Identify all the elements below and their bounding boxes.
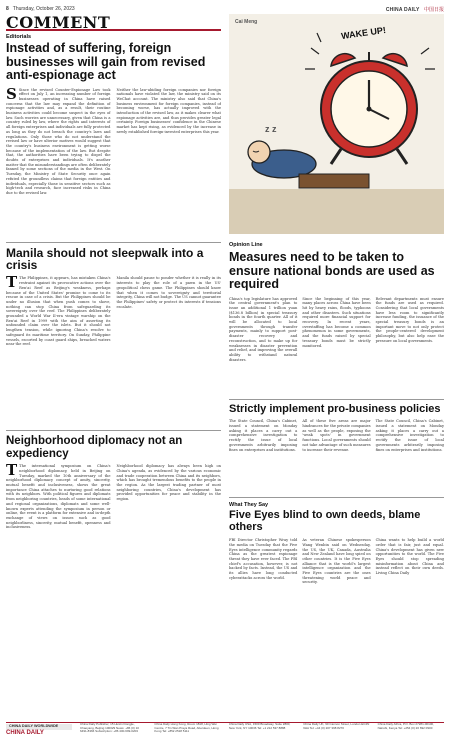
opinion-2-body [229, 419, 444, 493]
brand-name-cn: 中国日报 [423, 6, 444, 13]
section-masthead [6, 14, 221, 31]
divider [6, 430, 221, 431]
editorials-label: Editorials [6, 34, 32, 40]
footer-col-3: China Daily USA, 1500 Broadway, Suite 2800, New York, NY 10036 Tel: +1 212 537 8888 [228, 722, 291, 730]
editorial-3-text-c: Neighborhood diplomacy has always been high on China's agenda, as evidenced by the various economic and trade cooperation between China and its neighbors, which has brought tremendous benefits to the people in the region. As the largest trading partner of most neighboring countries, China's development has provided opportunities for peace and stability in the region. [116, 464, 221, 502]
opinion-line-label: Opinion Line [229, 242, 263, 248]
wts-text-b: As veteran Chinese spokesperson Wang Wenbin said on Wednesday, the US, the UK, Canada, Australia and New Zealand have long spied on other countries. It is the Five Eyes alliance that is the world's largest intelligence organization and the Five Eyes countries are the ones threatening world peace and security. [302, 538, 371, 585]
what-they-say-headline[interactable]: Five Eyes blind to own deeds, blame others [229, 509, 421, 534]
editorial-headline-1[interactable]: Instead of suffering, foreign businesses will gain from revised anti-espionage act [6, 41, 206, 82]
opinion-2-text-b: All of these five areas are major hindrances for the private companies as well as the people, exposing the 'weak spots' in government functions. Local governments should not take advantage of such measures to increase their revenue. [302, 419, 371, 452]
footer-brand: CHINA DAILY [6, 729, 44, 736]
issue-date: Thursday, October 26, 2023 [12, 6, 75, 12]
editorial-2-text-a: The Philippines, it appears, has mistaken China's restraint against its provocative actions over the Ren'ai Reef as Beijing's weakness, perhaps because of the United States' promise to come to its rescue in case of a crisis. But the Philippines should be under no illusion that when push comes to shove, nothing can stop China from safeguarding its sovereignty over the reef. [6, 276, 111, 314]
editorial-cartoon [229, 14, 444, 234]
opinion-2-text-a: The State Council, China's Cabinet, issued a statement on Monday asking it places a carry out a comprehensive investigation to rectify the issue of local governments arbitrarily imposing fines on enterprises and institutions. [229, 419, 298, 452]
cartoon-illustration [229, 14, 444, 234]
divider [229, 497, 444, 498]
divider [229, 399, 444, 400]
opinion-1-body [229, 297, 444, 395]
dropcap: T [6, 276, 18, 292]
footer-col-5: China Daily Africa, P.O. Box 27281-00100, Nairobi, Kenya Tel: +254 (0) 20 692 0900 [377, 722, 434, 730]
footer-col-1: China Daily Publisher, 15 Huixin Dongjie, Chaoyang, Beijing 100029 News: +86 (0) 10 6491-8366 Subscription: +86 400-699-0203 [80, 722, 139, 734]
editorial-2-text-c: Manila should pause to ponder whether it is really in its interests to play the role of a pawn in the US' geopolitical chess game. The Philippines should know that when it comes to sovereignty and territorial integrity, China will not budge. The US cannot guarantee the Philippines' safety or protect its interests if tensions escalate. [116, 276, 221, 309]
cartoon-artist: Cai Meng [235, 19, 258, 25]
dropcap: S [6, 87, 17, 103]
opinion-headline-2[interactable]: Strictly implement pro-business policies [229, 402, 441, 415]
opinion-1-text-a: China's top legislature has approved the central government's plan to issue an additional 1 trillion yuan ($136.8 billion) in special treasury bonds in the fourth quarter. All of it will be allocated to local governments through transfer payments, mainly to support post-disaster recovery and reconstruction, and to make up for weaknesses in disaster prevention and relief, and improving the overall ability to withstand natural disasters. [229, 296, 298, 362]
editorial-3-text-b: With political figures and diplomats from neighboring countries, heads of some international and regional organizations, diplomats and some well-known experts attending the symposium in person or online, the event is a platform for extensive and in-depth exchange of views on issues such as good neighborliness, sincerity, mutual benefit, openness and inclusiveness. [6, 492, 111, 530]
footer-col-4: China Daily UK, 90 Cannon Street, London EC4N 6HA Tel: +44 (0) 207 398 8270 [303, 722, 370, 730]
opinion-1-text-c: Relevant departments must ensure the funds are used as required. Considering that local governments have less room to significantly increase funding, the issuance of the special treasury bonds is an important move to not only protect the people-centered development philosophy, but also help ease the pressure on local governments. [375, 296, 444, 343]
editorial-headline-3[interactable]: Neighborhood diplomacy not an expediency [6, 435, 183, 460]
wts-text-c: China wants to help build a world order that is fair, just and equal. China's development has given new opportunities to the world. The Five Eyes should stop spreading misinformation about China and instead reflect on their own deeds. Living China Daily [375, 538, 444, 576]
opinion-column [229, 14, 444, 724]
editorial-1-text-b: But despite that, the authorities have been trying to dispel the doubts of enterprises and individuals. It's another matter that the misunderstandings are often deliberately fanned by some sections of the media in the West. On Tuesday, the Ministry of State Security once again refuted the groundless claims that foreign entities and individuals, especially those in sensitive sectors such as high-tech and research, face increased risks in China due to the revised law. [6, 148, 111, 195]
editorial-headline-2[interactable]: Manila should not sleepwalk into a crisis [6, 245, 204, 273]
what-they-say-body [229, 538, 444, 668]
opinion-2-text-c: The State Council, China's Cabinet, issued a statement on Monday asking it places a carry out a comprehensive investigation to rectify the issue of local governments arbitrarily imposing fines on enterprises and institutions. [375, 419, 444, 452]
editorial-1-text-a: Since the revised Counter-Espionage Law took effect on July 1, an increasing number of foreign businesses operating in China have raised concerns that the law may expand the definition of espionage activities and, as a result, their routine business activities could become suspect in the eyes of law. Such worries are unnecessary, given that China is a country ruled by law, where the rights and interests of all foreign enterprises and individuals are fully protected as long as they do not breach the country's laws and regulations. Only those who do not understand the revised law or have ulterior motives would suggest that the country's business environment is getting worse because of the implementation of the law. [6, 87, 111, 153]
editorial-2-text-b: The Philippines deliberately grounded a World War II-era vintage warship on the Ren'ai Reef in 1999 with the aim of asserting its unfounded claim over the islets. But it should not lengthen tension, while ignoring China's resolve to safeguard its maritime territory. On Sunday, Philippine vessels, escorted by coast guard ships, breached waters near the reef. [6, 309, 111, 347]
page-number: 8 [6, 6, 9, 12]
dropcap: T [6, 464, 18, 480]
footer-bar-label: CHINA DAILY WORLDWIDE [6, 724, 72, 730]
publisher-footer [6, 722, 444, 744]
editorial-3-body [6, 464, 221, 614]
brand-name: CHINA DAILY [385, 6, 420, 13]
what-they-say-label: What They Say [229, 502, 269, 509]
editorials-column [6, 34, 221, 724]
opinion-headline-1[interactable]: Measures need to be taken to ensure national bonds are used as required [229, 250, 435, 291]
footer-col-2: China Daily Hong Kong, Room 1818, Hing Wai Centre, 7 Tin Wan Praya Road, Aberdeen, Hong Kong Tel: +852 2518 5111 [154, 722, 219, 734]
editorial-2-body [6, 276, 221, 426]
cartoon-caption: WAKE UP! [340, 24, 387, 42]
wts-text-a: FBI Director Christopher Wray told the media on Tuesday that the Five Eyes intelligence community regards China as the greatest espionage threat they have ever faced. The FBI chief's accusation, however, is not backed by facts. Instead, the US and its allies have long conducted cyberattacks across the world. [229, 538, 298, 580]
svg-text:z z: z z [265, 124, 277, 134]
opinion-1-text-b: Since the beginning of this year, many places across China have been hit by heavy rains, floods, typhoons and other disasters. Such situations required more financial support for recovery. In recent years, overstaffing has become a common phenomenon in some governments, and the funds raised by special treasury bonds must be strictly monitored. [302, 296, 371, 348]
editorial-1-body [6, 88, 221, 238]
editorial-3-text-a: The international symposium on China's neighborhood diplomacy, held in Beijing on Tuesday, marked the 10th anniversary of the neighborhood diplomacy concept of amity, sincerity, mutual benefit and inclusiveness, shows the great importance China attaches to nurturing good relations with its neighbors. [6, 464, 111, 497]
section-title: COMMENT [6, 13, 111, 32]
divider [6, 242, 221, 243]
editorial-1-text-c: Neither the law-abiding foreign companies nor foreign nationals have violated the law, the ministry said on its WeChat account. The ministry also said that China's business environment for foreign companies, instead of becoming worse, has actually improved with the introduction of the revised law, as it makes clearer what espionage activities are, and thus provides greater legal certainty. Foreign businesses' confidence in the Chinese market has kept rising, as evidenced by the increase in newly established foreign-invested enterprises this year. [116, 87, 221, 134]
